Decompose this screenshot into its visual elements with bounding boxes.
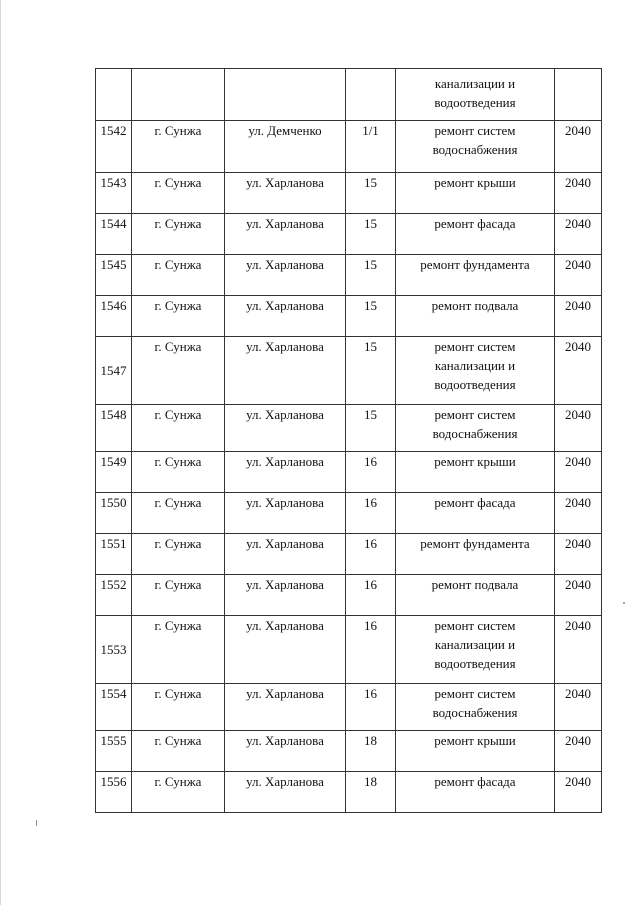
cell-house: 18 <box>346 731 396 772</box>
cell-house: 16 <box>346 684 396 731</box>
cell-house: 16 <box>346 575 396 616</box>
cell-num: 1542 <box>96 121 132 173</box>
cell-year <box>555 69 602 121</box>
work-line: канализации и <box>434 358 516 373</box>
table-row-continuation <box>96 69 602 121</box>
cell-house: 15 <box>346 255 396 296</box>
cell-num: 1555 <box>96 731 132 772</box>
table-row <box>96 772 602 813</box>
cell-num: 1543 <box>96 173 132 214</box>
cell-street <box>225 69 346 121</box>
cell-num: 1546 <box>96 296 132 337</box>
table-row <box>96 405 602 452</box>
table-row <box>96 493 602 534</box>
cell-num: 1552 <box>96 575 132 616</box>
cell-street: ул. Демченко <box>225 121 346 173</box>
cell-year: 2040 <box>555 337 602 405</box>
cell-num: 1553 <box>96 616 132 684</box>
cell-work <box>396 214 555 255</box>
cell-city: г. Сунжа <box>132 684 225 731</box>
cell-street: ул. Харланова <box>225 405 346 452</box>
work-line: ремонт систем <box>434 123 516 138</box>
cell-work <box>396 616 555 684</box>
cell-year: 2040 <box>555 493 602 534</box>
work-line: ремонт фасада <box>434 216 516 231</box>
work-line: ремонт крыши <box>434 454 516 469</box>
cell-city: г. Сунжа <box>132 731 225 772</box>
work-line: ремонт фундамента <box>420 536 530 551</box>
table-row <box>96 173 602 214</box>
cell-city: г. Сунжа <box>132 493 225 534</box>
work-line: ремонт подвала <box>431 298 519 313</box>
table-row <box>96 337 602 405</box>
table-row <box>96 616 602 684</box>
cell-city: г. Сунжа <box>132 121 225 173</box>
cell-year: 2040 <box>555 255 602 296</box>
cell-city: г. Сунжа <box>132 405 225 452</box>
cell-num: 1547 <box>96 337 132 405</box>
work-line: водоотведения <box>434 656 516 671</box>
cell-work <box>396 684 555 731</box>
cell-street: ул. Харланова <box>225 452 346 493</box>
cell-street: ул. Харланова <box>225 255 346 296</box>
table-row <box>96 255 602 296</box>
cell-year: 2040 <box>555 405 602 452</box>
cell-year: 2040 <box>555 214 602 255</box>
table-row <box>96 684 602 731</box>
table-row <box>96 575 602 616</box>
cell-work <box>396 69 555 121</box>
cell-city: г. Сунжа <box>132 772 225 813</box>
cell-house: 15 <box>346 214 396 255</box>
cell-street: ул. Харланова <box>225 173 346 214</box>
cell-house: 16 <box>346 452 396 493</box>
work-line: водоотведения <box>434 377 516 392</box>
cell-work <box>396 452 555 493</box>
table-row <box>96 452 602 493</box>
cell-work <box>396 173 555 214</box>
cell-house: 16 <box>346 493 396 534</box>
cell-num: 1554 <box>96 684 132 731</box>
table-row <box>96 731 602 772</box>
page-edge <box>0 0 1 905</box>
cell-num: 1551 <box>96 534 132 575</box>
cell-year: 2040 <box>555 772 602 813</box>
cell-city: г. Сунжа <box>132 214 225 255</box>
work-line: ремонт систем <box>434 618 516 633</box>
cell-year: 2040 <box>555 575 602 616</box>
cell-work <box>396 772 555 813</box>
cell-street: ул. Харланова <box>225 616 346 684</box>
work-line: канализации и <box>434 76 516 91</box>
cell-work <box>396 534 555 575</box>
cell-num: 1544 <box>96 214 132 255</box>
table-row <box>96 534 602 575</box>
table-row <box>96 296 602 337</box>
cell-street: ул. Харланова <box>225 575 346 616</box>
cell-work <box>396 731 555 772</box>
work-line: ремонт фундамента <box>420 257 530 272</box>
cell-house: 15 <box>346 405 396 452</box>
cell-work <box>396 405 555 452</box>
work-line: ремонт систем <box>434 686 516 701</box>
cell-num: 1556 <box>96 772 132 813</box>
cell-num: 1548 <box>96 405 132 452</box>
cell-city: г. Сунжа <box>132 575 225 616</box>
cell-street: ул. Харланова <box>225 684 346 731</box>
cell-year: 2040 <box>555 121 602 173</box>
cell-house: 18 <box>346 772 396 813</box>
cell-work <box>396 121 555 173</box>
cell-city: г. Сунжа <box>132 296 225 337</box>
cell-year: 2040 <box>555 684 602 731</box>
cell-street: ул. Харланова <box>225 534 346 575</box>
work-line: водоснабжения <box>432 426 518 441</box>
cell-house: 16 <box>346 534 396 575</box>
table-row <box>96 214 602 255</box>
cell-work <box>396 575 555 616</box>
work-line: ремонт систем <box>434 407 516 422</box>
cell-num <box>96 69 132 121</box>
work-line: ремонт крыши <box>434 175 516 190</box>
cell-work <box>396 337 555 405</box>
cell-year: 2040 <box>555 616 602 684</box>
scan-speck <box>623 602 625 604</box>
cell-city: г. Сунжа <box>132 452 225 493</box>
work-line: ремонт систем <box>434 339 516 354</box>
work-line: водоснабжения <box>432 705 518 720</box>
cell-year: 2040 <box>555 173 602 214</box>
cell-city <box>132 69 225 121</box>
work-line: ремонт фасада <box>434 495 516 510</box>
work-line: водоснабжения <box>432 142 518 157</box>
cell-street: ул. Харланова <box>225 214 346 255</box>
cell-house <box>346 69 396 121</box>
work-line: канализации и <box>434 637 516 652</box>
table-body <box>96 69 602 813</box>
cell-street: ул. Харланова <box>225 772 346 813</box>
cell-city: г. Сунжа <box>132 534 225 575</box>
cell-year: 2040 <box>555 534 602 575</box>
cell-work <box>396 255 555 296</box>
cell-num: 1549 <box>96 452 132 493</box>
cell-house: 1/1 <box>346 121 396 173</box>
cell-street: ул. Харланова <box>225 731 346 772</box>
cell-city: г. Сунжа <box>132 255 225 296</box>
cell-year: 2040 <box>555 731 602 772</box>
cell-house: 15 <box>346 296 396 337</box>
cell-year: 2040 <box>555 452 602 493</box>
work-line: ремонт подвала <box>431 577 519 592</box>
works-table <box>95 68 602 813</box>
cell-city: г. Сунжа <box>132 337 225 405</box>
cell-house: 15 <box>346 337 396 405</box>
work-line: ремонт фасада <box>434 774 516 789</box>
cell-city: г. Сунжа <box>132 616 225 684</box>
cell-house: 15 <box>346 173 396 214</box>
cell-house: 16 <box>346 616 396 684</box>
scan-speck <box>36 820 37 826</box>
cell-city: г. Сунжа <box>132 173 225 214</box>
cell-street: ул. Харланова <box>225 493 346 534</box>
cell-num: 1550 <box>96 493 132 534</box>
work-line: ремонт крыши <box>434 733 516 748</box>
cell-work <box>396 296 555 337</box>
table-row <box>96 121 602 173</box>
cell-street: ул. Харланова <box>225 296 346 337</box>
cell-year: 2040 <box>555 296 602 337</box>
cell-street: ул. Харланова <box>225 337 346 405</box>
work-line: водоотведения <box>434 95 516 110</box>
cell-work <box>396 493 555 534</box>
cell-num: 1545 <box>96 255 132 296</box>
